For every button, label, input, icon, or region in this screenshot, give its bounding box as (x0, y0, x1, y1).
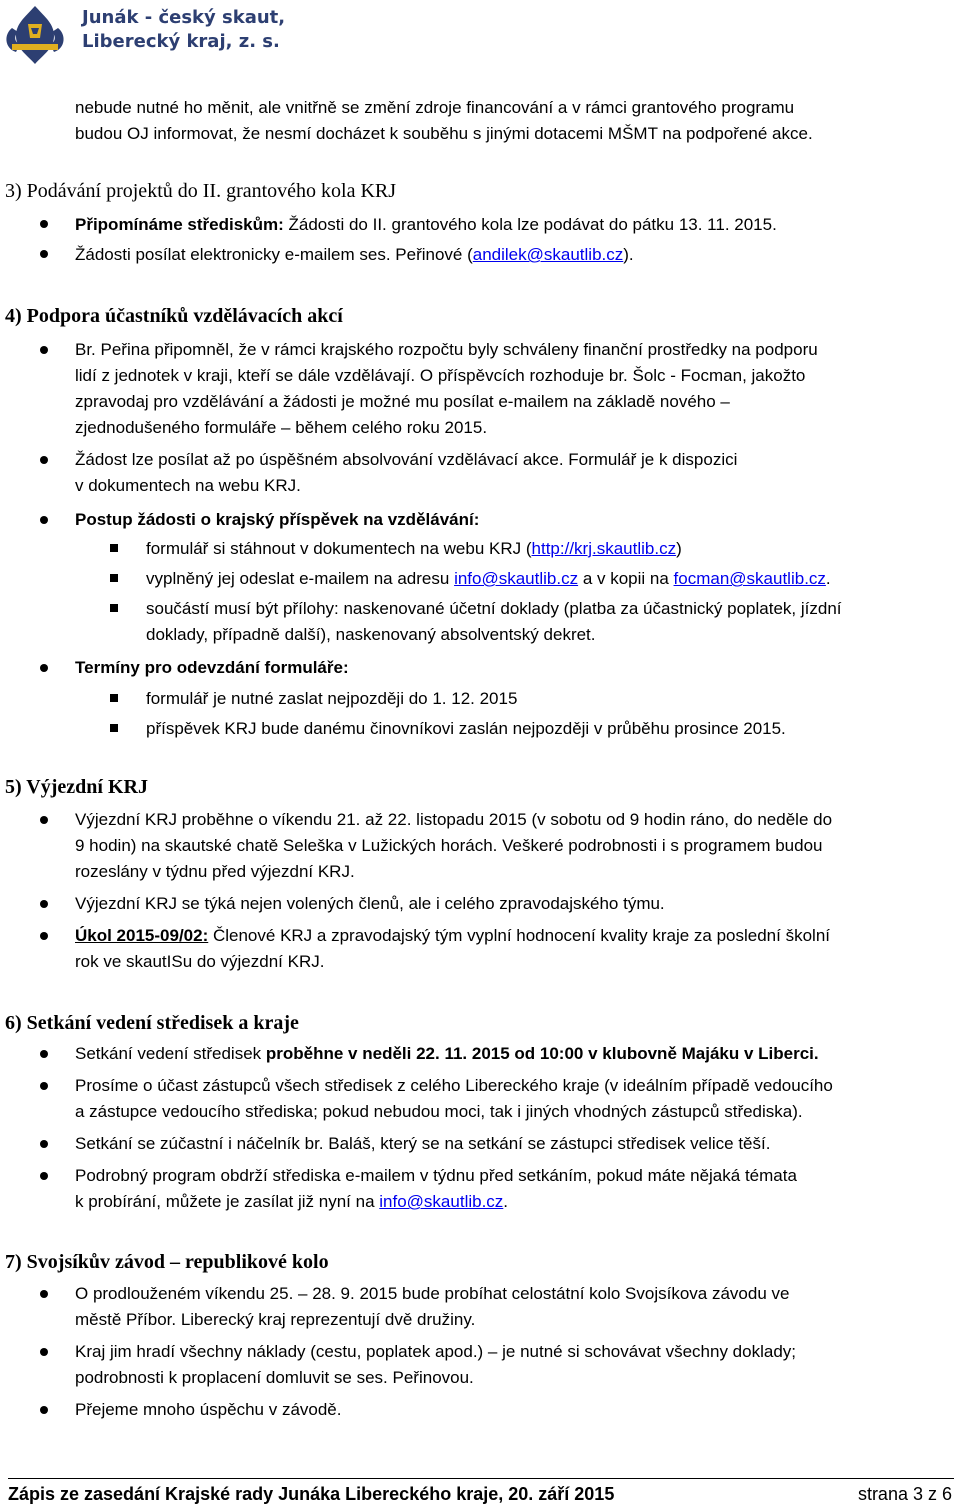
bullet-icon (40, 900, 48, 908)
s4-item-1-line-2: lidí z jednotek v kraji, kteří se dále vzdělávají. O příspěvcích rozhoduje br. Šolc - Focman, jakožto (75, 366, 806, 385)
organization-name (82, 6, 285, 54)
web-link-krj[interactable]: http://krj.skautlib.cz (531, 539, 677, 558)
s4-item-1-line-3: zpravodaj pro vzdělávání a žádosti je možné mu posílat e-mailem na základě nového – (75, 392, 730, 411)
bullet-icon (40, 932, 48, 940)
task-id: Úkol 2015-09/02: (75, 926, 209, 945)
s6-item-1-bold: proběhne v neděli 22. 11. 2015 od 10:00 v klubovně Majáku v Liberci. (265, 1044, 819, 1063)
s3-item-1-bold: Připomínáme střediskům: (75, 215, 284, 234)
s4-item-1-line-1: Br. Peřina připomněl, že v rámci krajského rozpočtu byly schváleny finanční prostředky na podporu (75, 340, 818, 359)
s5-item-1-line-1: Výjezdní KRJ proběhne o víkendu 21. až 22. listopadu 2015 (v sobotu od 9 hodin ráno, do neděle do (75, 810, 833, 829)
s6-item-4-line-2 (75, 1189, 955, 1215)
s6-item-1-text: Setkání vedení středisek (75, 1044, 266, 1063)
bullet-icon (40, 1348, 48, 1356)
section-5-title: 5) Výjezdní KRJ (5, 776, 148, 798)
s4-sub-1-text: formulář si stáhnout v dokumentech na webu KRJ ( (146, 539, 532, 558)
s3-item-2 (75, 242, 955, 268)
s6-item-3: Setkání se zúčastní i náčelník br. Baláš, který se na setkání se zástupci středisek velice těší. (75, 1134, 771, 1153)
s5-item-3-text: Členové KRJ a zpravodajský tým vyplní hodnocení kvality kraje za poslední školní (208, 926, 830, 945)
s5-item-3-line-1 (75, 923, 955, 949)
org-line-1: Junák - český skaut, (82, 7, 286, 28)
s5-item-1-line-3: rozeslány v týdnu před výjezdní KRJ. (75, 862, 355, 881)
square-bullet-icon (110, 544, 118, 552)
intro-line-1: nebude nutné ho měnit, ale vnitřně se změní zdroje financování a v rámci grantového programu (75, 98, 795, 117)
bullet-icon (40, 1140, 48, 1148)
bullet-icon (40, 816, 48, 824)
email-link-info-2[interactable]: info@skautlib.cz (379, 1192, 504, 1211)
s4-item-1-line-4: zjednodušeného formuláře – během celého roku 2015. (75, 418, 488, 437)
bullet-icon (40, 1172, 48, 1180)
s6-item-4-text: k probírání, můžete je zasílat již nyní na (75, 1192, 380, 1211)
section-7-title: 7) Svojsíkův závod – republikové kolo (5, 1251, 329, 1273)
s6-item-2-line-2: a zástupce vedoucího střediska; pokud nebudou moci, tak i jiných vhodných zástupců střediska). (75, 1102, 803, 1121)
s4-item-4-bold: Termíny pro odevzdání formuláře: (75, 658, 349, 677)
org-line-2: Liberecký kraj, z. s. (82, 31, 280, 52)
bullet-icon (40, 664, 48, 672)
s3-item-2-end: ). (623, 245, 634, 264)
email-link-andilek[interactable]: andilek@skautlib.cz (472, 245, 624, 264)
page-header (0, 0, 960, 68)
section-3-title: 3) Podávání projektů do II. grantového kola KRJ (5, 180, 397, 202)
bullet-icon (40, 456, 48, 464)
s4-sub-2-text: vyplněný jej odeslat e-mailem na adresu (146, 569, 455, 588)
s5-item-1-line-2: 9 hodin) na skautské chatě Seleška v Lužických horách. Veškeré podrobnosti i s programem budou (75, 836, 823, 855)
s4-item-4 (75, 655, 955, 681)
section-4-title: 4) Podpora účastníků vzdělávacích akcí (5, 305, 343, 327)
s3-item-1 (75, 212, 955, 238)
s4-sub-2 (146, 566, 956, 592)
s5-item-2: Výjezdní KRJ se týká nejen volených členů, ale i celého zpravodajského týmu. (75, 894, 665, 913)
s6-item-1 (75, 1041, 955, 1067)
s4-item-3-bold: Postup žádosti o krajský příspěvek na vzdělávání: (75, 510, 480, 529)
bullet-icon (40, 1406, 48, 1414)
s4-item-3 (75, 507, 955, 533)
email-link-focman[interactable]: focman@skautlib.cz (673, 569, 826, 588)
s7-item-1-line-1: O prodlouženém víkendu 25. – 28. 9. 2015 bude probíhat celostátní kolo Svojsíkova závodu ve (75, 1284, 790, 1303)
footer-divider (8, 1478, 954, 1479)
square-bullet-icon (110, 574, 118, 582)
square-bullet-icon (110, 724, 118, 732)
s7-item-2-line-2: podrobnosti k proplacení domluvit se ses. Peřinovou. (75, 1368, 474, 1387)
s6-item-2-line-1: Prosíme o účast zástupců všech středisek z celého Libereckého kraje (v ideálním případě vedoucího (75, 1076, 833, 1095)
s4-item-2-line-2: v dokumentech na webu KRJ. (75, 476, 301, 495)
footer-title: Zápis ze zasedání Krajské rady Junáka Libereckého kraje, 20. září 2015 (8, 1484, 615, 1504)
s4-sub-1 (146, 536, 956, 562)
s4-sub-1-end: ) (676, 539, 682, 558)
s3-item-1-text: Žádosti do II. grantového kola lze podávat do pátku 13. 11. 2015. (283, 215, 777, 234)
s4-sub-2-end: . (825, 569, 831, 588)
s4-sub-5: příspěvek KRJ bude danému činovníkovi zaslán nejpozději v průběhu prosince 2015. (146, 719, 786, 738)
bullet-icon (40, 516, 48, 524)
s5-item-3-line-2: rok ve skautISu do výjezdní KRJ. (75, 952, 325, 971)
s7-item-2-line-1: Kraj jim hradí všechny náklady (cestu, poplatek apod.) – je nutné si schovávat všechny doklady; (75, 1342, 796, 1361)
s6-item-4-line-1: Podrobný program obdrží střediska e-mailem v týdnu před setkáním, pokud máte nějaká témata (75, 1166, 797, 1185)
s6-item-4-end: . (503, 1192, 509, 1211)
section-6-title: 6) Setkání vedení středisek a kraje (5, 1012, 299, 1034)
bullet-icon (40, 1082, 48, 1090)
bullet-icon (40, 220, 48, 228)
s3-item-2-text: Žádosti posílat elektronicky e-mailem ses. Peřinové ( (75, 245, 473, 264)
intro-line-2: budou OJ informovat, že nesmí docházet k souběhu s jinými dotacemi MŠMT na podpořené akce. (75, 124, 813, 143)
email-link-info[interactable]: info@skautlib.cz (454, 569, 579, 588)
bullet-icon (40, 1050, 48, 1058)
bullet-icon (40, 1290, 48, 1298)
s7-item-1-line-2: městě Příbor. Liberecký kraj reprezentují dvě družiny. (75, 1310, 476, 1329)
square-bullet-icon (110, 604, 118, 612)
page-number: strana 3 z 6 (857, 1484, 952, 1504)
s4-item-2-line-1: Žádost lze posílat až po úspěšném absolvování vzdělávací akce. Formulář je k dispozici (75, 450, 738, 469)
s4-sub-4: formulář je nutné zaslat nejpozději do 1. 12. 2015 (146, 689, 518, 708)
s4-sub-3-line-2: doklady, případně další), naskenovaný absolventský dekret. (146, 625, 596, 644)
s4-sub-3-line-1: součástí musí být přílohy: naskenované účetní doklady (platba za účastnický poplatek, jízdní (146, 599, 842, 618)
bullet-icon (40, 250, 48, 258)
scout-lily-logo-icon (2, 4, 68, 66)
bullet-icon (40, 346, 48, 354)
square-bullet-icon (110, 694, 118, 702)
s7-item-3: Přejeme mnoho úspěchu v závodě. (75, 1400, 342, 1419)
s4-sub-2-mid: a v kopii na (578, 569, 674, 588)
